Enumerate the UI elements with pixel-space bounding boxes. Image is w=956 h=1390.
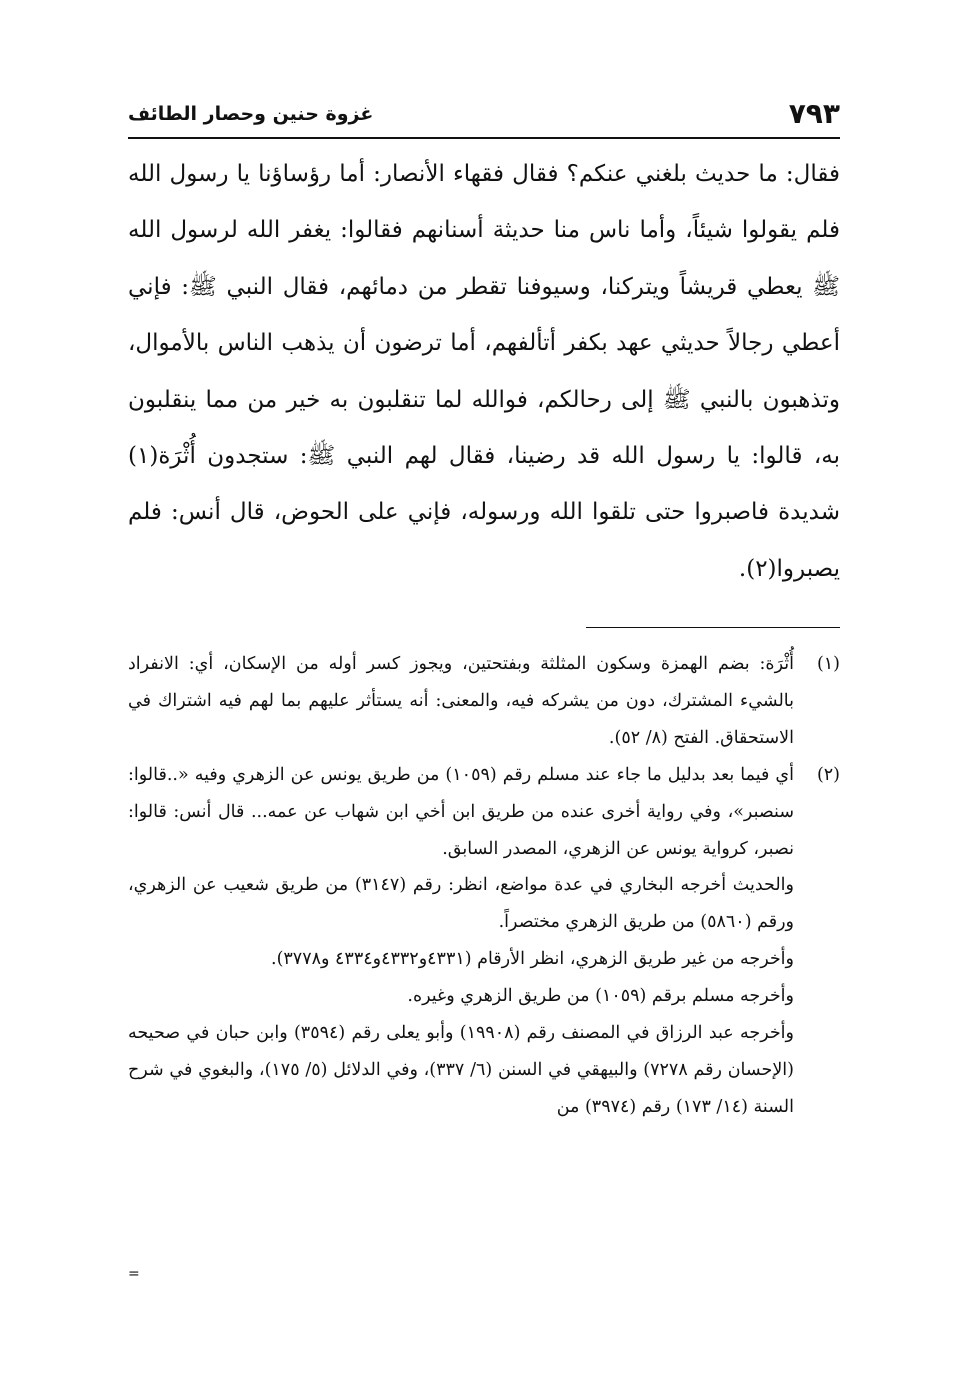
footnote-number: (٢) [816,764,840,785]
running-title: غزوة حنين وحصار الطائف [128,103,374,125]
footnote-text: وأخرجه مسلم برقم (١٠٥٩) من طريق الزهري وغيره. [407,986,794,1007]
footnote-text: والحديث أخرجه البخاري في عدة مواضع، انظر: رقم (٣١٤٧) من طريق شعيب عن الزهري، ورقم (٥٨٦٠) من طريق الزهري مختصراً. [128,875,794,933]
footnote-2 [128,757,840,1126]
body-paragraph: فقال: ما حديث بلغني عنكم؟ فقال فقهاء الأنصار: أما رؤساؤنا يا رسول الله فلم يقولوا شيئاً، وأما ناس منا حديثة أسنانهم فقالوا: يغفر الله لرسول الله ﷺ يعطي قريشاً ويتركنا، وسيوفنا تقطر من دمائهم، فقال النبي ﷺ: فإني أعطي رجالاً حديثي عهد بكفر أتألفهم، أما ترضون أن يذهب الناس بالأموال، وتذهبون بالنبي ﷺ إلى رحالكم، فوالله لما تنقلبون به خير من مما ينقلبون به، قالوا: يا رسول الله قد رضينا، فقال لهم النبي ﷺ: ستجدون أُثْرَة(١) شديدة فاصبروا حتى تلقوا الله ورسوله، فإني على الحوض، قال أنس: فلم يصبروا(٢). [128,161,840,582]
footnote-1 [128,646,840,757]
continuation-mark: = [128,1266,140,1282]
footnote-text: أُثْرَة: بضم الهمزة وسكون المثلثة وبفتحتين، ويجوز كسر أوله من الإسكان، أي: الانفراد بالشيء المشترك، دون من يشركه فيه، والمعنى: أنه يستأثر عليهم بما لهم فيه اشتراك في الاستحقاق. الفتح (٨/ ٥٢). [128,654,794,748]
footnote-number: (١) [816,654,840,674]
header-rule [128,137,840,139]
footnotes [128,646,840,1126]
main-text [128,146,840,597]
footnote-text: وأخرجه من غير طريق الزهري، انظر الأرقام (٤٣٣١و٤٣٣٢و٤٣٣٤ و٣٧٧٨). [271,949,794,970]
page-number: ٧٩٣ [788,97,840,130]
footnote-text: أي فيما بعد بدليل ما جاء عند مسلم رقم (١٠٥٩) من طريق يونس عن الزهري وفيه «..قالوا: سنصبر»، وفي رواية أخرى عنده من طريق ابن أخي ابن شهاب عن عمه... قال أنس: قالوا: نصبر، كرواية يونس عن الزهري، المصدر السابق. [128,764,794,859]
page-header [128,92,840,136]
footnote-separator [586,627,840,628]
footnote-text: وأخرجه عبد الرزاق في المصنف رقم (١٩٩٠٨) وأبو يعلى رقم (٣٥٩٤) وابن حبان في صحيحه (الإحسان رقم ٧٢٧٨) والبيهقي في السنن (٦/ ٣٣٧)، وفي الدلائل (٥/ ١٧٥)، والبغوي في شرح السنة (١٤/ ١٧٣) رقم (٣٩٧٤) من [128,1023,794,1117]
